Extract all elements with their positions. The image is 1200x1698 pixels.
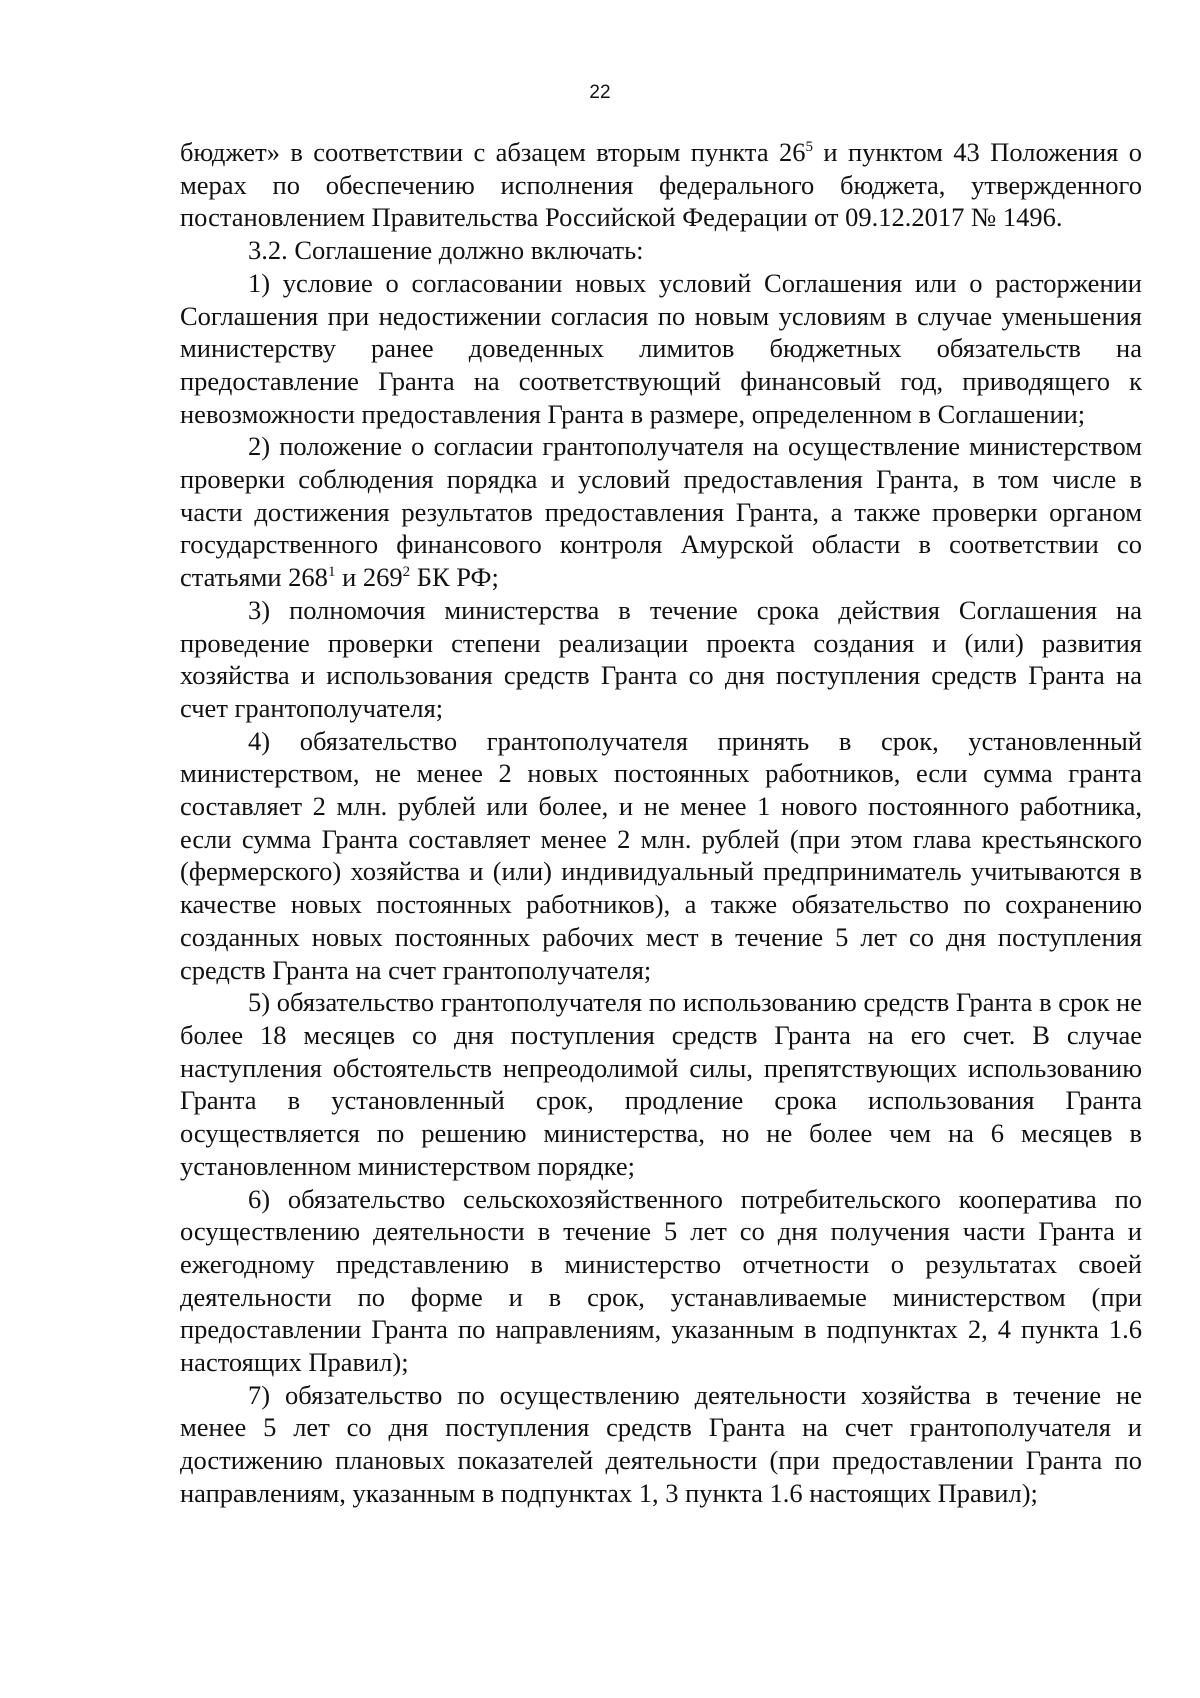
intro-paragraph: [180, 136, 1142, 234]
list-item-2: [180, 430, 1142, 594]
list-item-5: 5) обязательство грантополучателя по использованию средств Гранта в срок не более 18 месяцев со дня поступления средств Гранта на его счет. В случае наступления обстоятельств непреодолимой силы, препятствующих использованию Гранта в установленный срок, продление срока использования Гранта осуществляется по решению министерства, но не более чем на 6 месяцев в установленном министерством порядке;: [180, 987, 1142, 1181]
intro-text-part2: и пунктом 43 Положения о мерах по обеспечению исполнения федерального бюджета, утвержденного постановлением Правительства Российской Федерации от 09.12.2017 № 1496.: [180, 137, 1142, 233]
list-item-6: 6) обязательство сельскохозяйственного потребительского кооператива по осуществлению деятельности в течение 5 лет со дня получения части Гранта и ежегодному представлению в министерство отчетности о результатах своей деятельности по форме и в срок, устанавливаемые министерством (при предоставлении Гранта по направлениям, указанным в подпунктах 2, 4 пункта 1.6 настоящих Правил);: [180, 1183, 1142, 1378]
list-item-2-superscript-2: 2: [402, 564, 411, 581]
intro-superscript: 5: [805, 139, 813, 155]
page-number: 22: [589, 82, 611, 103]
list-item-2-part3: БК РФ;: [410, 562, 499, 593]
intro-text-part1: бюджет» в соответствии с абзацем вторым пункта 26: [180, 137, 806, 167]
list-item-7: 7) обязательство по осуществлению деятельности хозяйства в течение не менее 5 лет со дня поступления средств Гранта на счет грантополучателя и достижению плановых показателей деятельности (при предоставлении Гранта по направлениям, указанным в подпунктах 1, 3 пункта 1.6 настоящих Правил);: [180, 1379, 1142, 1508]
list-item-2-part1: 2) положение о согласии грантополучателя на осуществление министерством проверки соблюдения порядка и условий предоставления Гранта, в том числе в части достижения результатов предоставления Гранта, а также проверки органом государственного финансового контроля Амурской области в соответствии со статьями 268: [180, 431, 1142, 593]
list-item-1: 1) условие о согласовании новых условий Соглашения или о расторжении Соглашения при недостижении согласия по новым условиям в случае уменьшения министерству ранее доведенных лимитов бюджетных обязательств на предоставление Гранта на соответствующий финансовый год, приводящего к невозможности предоставления Гранта в размере, определенном в Соглашении;: [180, 267, 1142, 429]
list-item-4: 4) обязательство грантополучателя принять в срок, установленный министерством, не менее 2 новых постоянных работников, если сумма гранта составляет 2 млн. рублей или более, и не менее 1 нового постоянного работника, если сумма Гранта составляет менее 2 млн. рублей (при этом глава крестьянского (фермерского) хозяйства и (или) индивидуальный предприниматель учитываются в качестве новых постоянных работников), а также обязательство по сохранению созданных новых постоянных рабочих мест в течение 5 лет со дня поступления средств Гранта на счет грантополучателя;: [180, 725, 1142, 985]
document-body: [180, 136, 1142, 1510]
list-item-2-part2: и 269: [335, 562, 403, 593]
list-item-3: 3) полномочия министерства в течение срока действия Соглашения на проведение проверки степени реализации проекта создания и (или) развития хозяйства и использования средств Гранта со дня поступления средств Гранта на счет грантополучателя;: [180, 594, 1142, 723]
section-heading: 3.2. Соглашение должно включать:: [248, 235, 644, 266]
list-item-2-superscript-1: 1: [327, 564, 336, 581]
